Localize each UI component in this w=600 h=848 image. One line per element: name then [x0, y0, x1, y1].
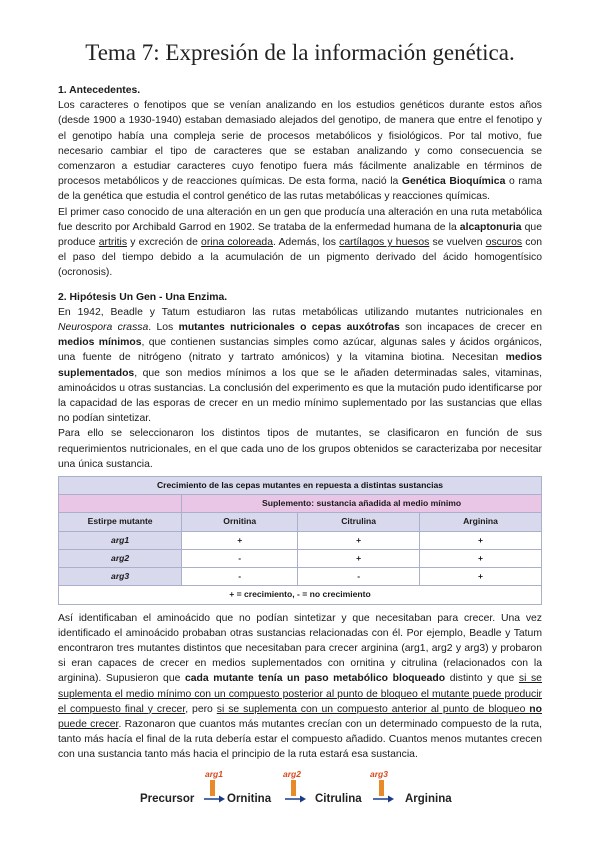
column-header: Ornitina [182, 513, 298, 531]
growth-table [58, 476, 542, 604]
table-title: Crecimiento de las cepas mutantes en repuesta a distintas sustancias [59, 477, 542, 495]
pathway-node-arginina: Arginina [405, 793, 452, 805]
paragraph: Los caracteres o fenotipos que se venían analizando en los estudios genéticos durante estos años (desde 1900 a 1930-1940) estaban demasiado alejados del genotipo, de manera que entre el fenotipo y el genotipo había una compleja serie de procesos metabólicos y fisiológicos. Por tal motivo, fue necesario cambiar el tipo de caracteres que se estaban analizando y como consecuencia se comenzaron a estudiar caracteres cuyo fenotipo fuera más fácilmente analizable en términos de procesos metabólicos y de reacciones químicas. De esta forma, nació la Genética Bioquímica o rama de la genética que estudia el control genético de las rutas metabólicas y reacciones químicas. [58, 100, 542, 203]
enzyme-label-arg3: arg3 [370, 769, 388, 779]
pathway-node-ornitina: Ornitina [227, 793, 272, 805]
column-header: Arginina [420, 513, 542, 531]
metabolic-pathway-diagram [140, 766, 480, 816]
table-row: arg1 + + + [59, 531, 542, 549]
column-header: Citrulina [298, 513, 420, 531]
pathway-node-citrulina: Citrulina [315, 793, 362, 805]
document-body [58, 83, 542, 763]
table-row: arg3 - - + [59, 568, 542, 586]
paragraph: Para ello se seleccionaron los distintos tipos de mutantes, se clasificaron en función de sus requerimientos nutricionales, en el que cada uno de los grupos obtenidos se caracterizaba por necesitar una única sustancia. [58, 428, 542, 470]
section-heading-antecedentes: 1. Antecedentes. [58, 85, 141, 96]
enzyme-label-arg1: arg1 [205, 769, 223, 779]
table-subtitle: Suplemento: sustancia añadida al medio mínimo [182, 495, 542, 513]
reaction-arrow-icon [283, 778, 307, 808]
reaction-arrow-icon [371, 778, 395, 808]
enzyme-label-arg2: arg2 [283, 769, 301, 779]
paragraph: El primer caso conocido de una alteración en un gen que producía una alteración en una ruta metabólica fue descrito por Archibald Garrod en 1902. Se trataba de la enfermedad humana de la alcaptonuria que produce artritis y excreción de orina coloreada. Además, los cartílagos y huesos se vuelven oscuros con el paso del tiempo debido a la acumulación de un pigmento derivado del ácido homogentísico (ocronosis). [58, 206, 543, 279]
section-heading-hipotesis: 2. Hipótesis Un Gen - Una Enzima. [58, 291, 228, 303]
page-title: Tema 7: Expresión de la información genética. [85, 40, 515, 65]
reaction-arrow-icon [202, 778, 226, 808]
table-legend: + = crecimiento, - = no crecimiento [59, 586, 542, 604]
paragraph: En 1942, Beadle y Tatum estudiaron las rutas metabólicas utilizando mutantes nutricionales en Neurospora crassa. Los mutantes nutricionales o cepas auxótrofas son incapaces de crecer en medios mínimos, que contienen sustancias simples como azúcar, algunas sales y ácidos orgánicos, una fuente de nitrógeno (nitrato y tartrato amónicos) y la vitamina biotina. Necesitan medios suplementados, que son medios mínimos a los que se le añaden determinadas sales, vitaminas, aminoácidos u otras sustancias. La conclusión del experimento es que la mutación pudo identificarse por la capacidad de las esporas de crecer en un medio mínimo suplementado por las sustancias que ellas no podían sintetizar. [58, 306, 542, 425]
pathway-node-precursor: Precursor [140, 793, 195, 805]
paragraph: Así identificaban el aminoácido que no podían sintetizar y que necesitaban para crecer. Una vez identificado el aminoácido probaban otras sustancias relacionadas con él. Por ejemplo, Beadle y Tatum encontraron tres mutantes distintos que necesitaban para crecer arginina (arg1, arg2 y arg3) y probaron si eran capaces de crecer en medios suplementados con ornitina y citrulina (relacionados con la arginina). Supusieron que cada mutante tenía un paso metabólico bloqueado distinto y que si se suplementa el medio mínimo con un compuesto posterior al punto de bloqueo el mutante puede producir el compuesto final y crecer, pero si se suplementa con un compuesto anterior al punto de bloqueo no puede crecer. Razonaron que cuantos más mutantes crecían con un determinado compuesto de la ruta, tanto más hacía el final de la ruta debería estar el compuesto añadido. Cuantos menos mutantes crecen con una sustancia tanto más hacia el principio de la ruta estará esa sustancia. [58, 612, 542, 761]
column-header-strain: Estirpe mutante [59, 513, 182, 531]
table-row: arg2 - + + [59, 549, 542, 567]
